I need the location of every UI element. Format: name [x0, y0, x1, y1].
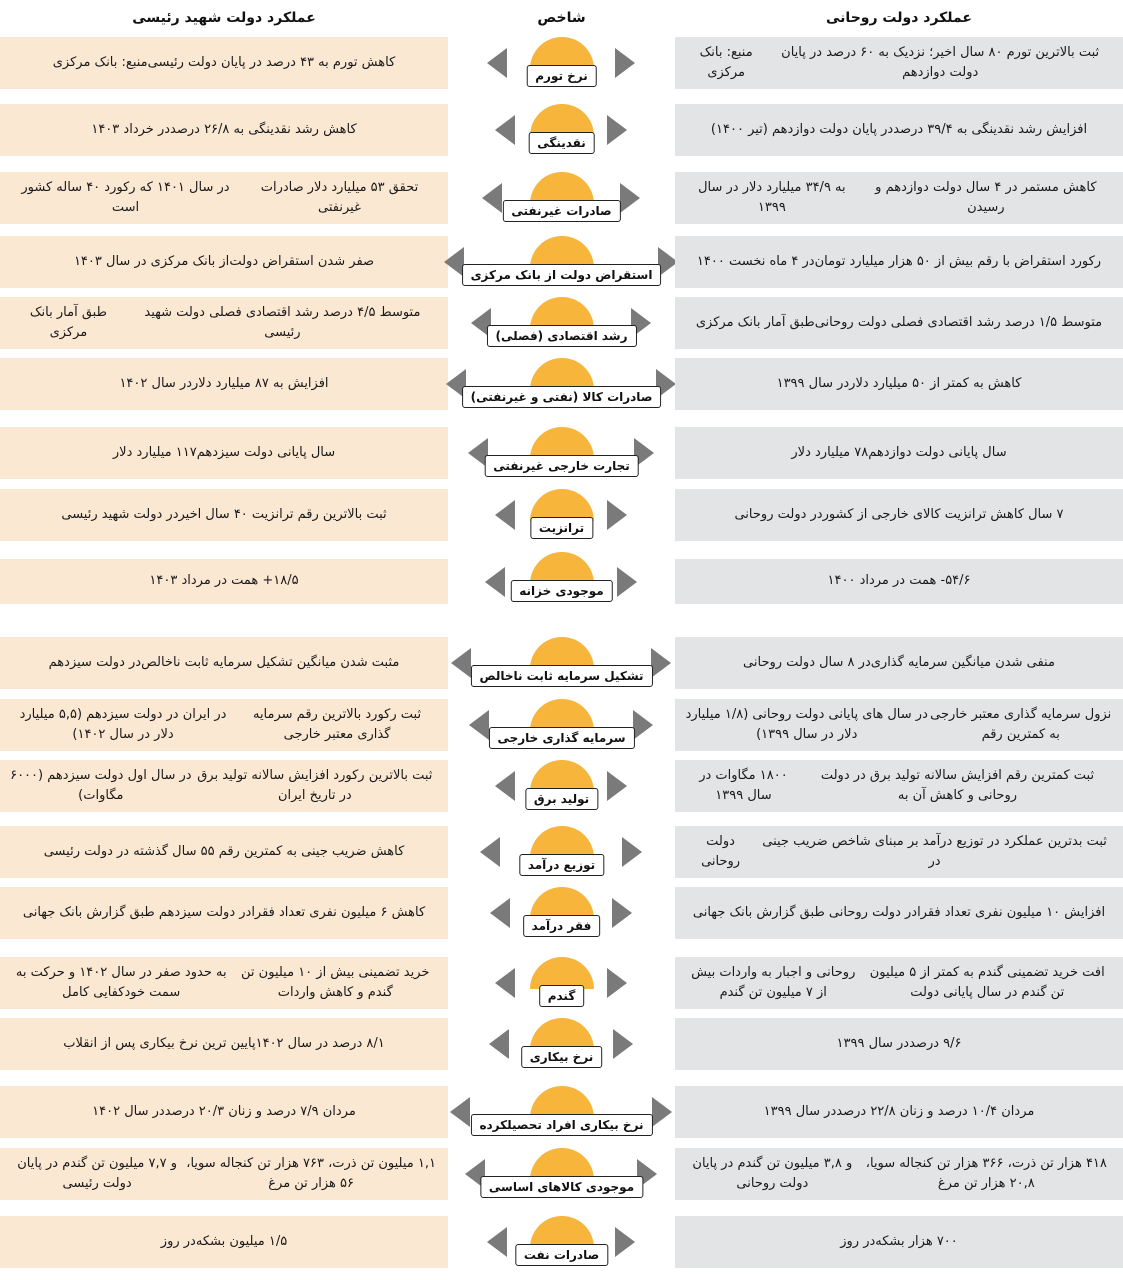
- arrow-left-icon: [495, 771, 515, 801]
- table-row: [0, 699, 1123, 751]
- index-cell: [448, 1148, 675, 1200]
- rouhani-cell: [675, 559, 1123, 604]
- rouhani-text: در سال ۱۳۹۹: [776, 375, 850, 391]
- index-label: ترانزیت: [530, 517, 593, 539]
- raisi-text: در سال ۱۴۰۲: [92, 1103, 165, 1119]
- rouhani-text: ثبت بدترین عملکرد در توزیع درآمد بر مبنای شاخص ضریب جینی در: [762, 833, 1107, 869]
- rouhani-text: کاهش مستمر در ۴ سال دولت دوازدهم و رسیدن: [875, 179, 1097, 215]
- index-label: نرخ تورم: [526, 65, 597, 87]
- arrow-right-icon: [651, 648, 671, 678]
- table-row: [0, 637, 1123, 689]
- arrow-left-icon: [495, 500, 515, 530]
- raisi-cell: [0, 37, 448, 89]
- rouhani-text: ۷۰۰ هزار بشکه: [875, 1233, 958, 1249]
- raisi-text: در سال ۱۴۰۲: [119, 375, 193, 391]
- arrow-left-icon: [487, 48, 507, 78]
- index-cell: [448, 358, 675, 410]
- arrow-right-icon: [615, 1227, 635, 1257]
- raisi-text: ثبت بالاترین رقم ترانزیت ۴۰ سال اخیر: [178, 506, 387, 522]
- rouhani-cell: [675, 1216, 1123, 1268]
- index-cell: [448, 297, 675, 349]
- rouhani-text: افزایش رشد نقدینگی به ۳۹/۴ درصد: [893, 121, 1088, 137]
- arrow-right-icon: [607, 968, 627, 998]
- index-label: تشکیل سرمایه ثابت ناخالص: [470, 665, 652, 687]
- rouhani-text: متوسط ۱/۵ درصد رشد اقتصادی فصلی دولت روحانی: [814, 314, 1103, 330]
- table-row: [0, 1086, 1123, 1138]
- table-row: [0, 1018, 1123, 1070]
- rouhani-cell: [675, 957, 1123, 1009]
- index-label: صادرات غیرنفتی: [502, 200, 620, 222]
- index-cell: [448, 1086, 675, 1138]
- table-row: [0, 37, 1123, 89]
- raisi-text: در سال ۱۴۰۱ که رکورد ۴۰ ساله کشور است: [21, 179, 230, 215]
- arrow-right-icon: [652, 1097, 672, 1127]
- table-row: [0, 358, 1123, 410]
- rouhani-cell: [675, 760, 1123, 812]
- raisi-text: منبع: بانک مرکزی: [52, 54, 148, 70]
- raisi-cell: [0, 887, 448, 939]
- rouhani-text: در ۸ سال دولت روحانی: [743, 654, 871, 670]
- rouhani-cell: [675, 1018, 1123, 1070]
- index-cell: [448, 826, 675, 878]
- rouhani-text: روحانی و اجبار به واردات بیش از ۷ میلیون تن گندم: [691, 964, 856, 1000]
- table-row: [0, 104, 1123, 156]
- raisi-text: ۱۸/۵+ همت در مرداد ۱۴۰۳: [149, 573, 299, 589]
- arrow-left-icon: [495, 115, 515, 145]
- raisi-text: ثبت رکورد بالاترین رقم سرمایه گذاری معتبر خارجی: [252, 706, 422, 742]
- rouhani-text: به ۳۴/۹ میلیارد دلار در سال ۱۳۹۹: [698, 179, 846, 215]
- index-label: گندم: [539, 985, 585, 1007]
- arrow-right-icon: [613, 1029, 633, 1059]
- index-cell: [448, 957, 675, 1009]
- rouhani-cell: [675, 37, 1123, 89]
- rouhani-text: نزول سرمایه گذاری معتبر خارجی به کمترین رقم: [930, 706, 1112, 742]
- index-cell: [448, 104, 675, 156]
- table-row: [0, 172, 1123, 224]
- raisi-text: ۱/۵ میلیون بشکه: [195, 1233, 288, 1249]
- arrow-right-icon: [617, 567, 637, 597]
- index-cell: [448, 489, 675, 541]
- index-cell: [448, 887, 675, 939]
- rouhani-cell: [675, 297, 1123, 349]
- index-label: صادرات کالا (نفتی و غیرنفتی): [462, 386, 662, 408]
- rouhani-text: در روز: [840, 1233, 876, 1249]
- raisi-cell: [0, 699, 448, 751]
- rouhani-text: در سال ۱۳۹۹: [763, 1103, 837, 1119]
- raisi-text: مردان ۷/۹ درصد و زنان ۲۰/۳ درصد: [164, 1103, 356, 1119]
- table-row: [0, 1216, 1123, 1268]
- arrow-right-icon: [633, 710, 653, 740]
- rouhani-text: ثبت بالاترین تورم ۸۰ سال اخیر؛ نزدیک به ۶۰ درصد در پایان دولت دوازدهم: [781, 44, 1100, 80]
- raisi-cell: [0, 172, 448, 224]
- raisi-text: کاهش تورم به ۴۳ درصد در پایان دولت رئیسی: [147, 54, 396, 70]
- index-label: رشد اقتصادی (فصلی): [486, 325, 636, 347]
- index-label: تولید برق: [525, 788, 598, 810]
- raisi-text: سال پایانی دولت سیزدهم: [196, 444, 336, 460]
- raisi-text: مثبت شدن میانگین تشکیل سرمایه ثابت ناخالص: [141, 654, 400, 670]
- raisi-cell: [0, 297, 448, 349]
- raisi-text: از بانک مرکزی در سال ۱۴۰۳: [73, 253, 230, 269]
- raisi-cell: [0, 489, 448, 541]
- index-cell: [448, 559, 675, 604]
- rouhani-cell: [675, 236, 1123, 288]
- arrow-left-icon: [451, 648, 471, 678]
- raisi-cell: [0, 559, 448, 604]
- rouhani-text: دولت روحانی: [701, 833, 741, 869]
- raisi-text: در ایران در دولت سیزدهم (۵,۵ میلیارد دلار در سال ۱۴۰۲): [19, 706, 227, 742]
- table-row: [0, 559, 1123, 604]
- rouhani-cell: [675, 489, 1123, 541]
- arrow-left-icon: [490, 898, 510, 928]
- rouhani-text: منبع: بانک مرکزی: [699, 44, 753, 80]
- rouhani-text: سال پایانی دولت دوازدهم: [868, 444, 1007, 460]
- arrow-right-icon: [607, 771, 627, 801]
- raisi-cell: [0, 1216, 448, 1268]
- rouhani-cell: [675, 1148, 1123, 1200]
- table-row: [0, 760, 1123, 812]
- index-cell: [448, 1216, 675, 1268]
- rouhani-text: کاهش به کمتر از ۵۰ میلیارد دلار: [849, 375, 1022, 391]
- arrow-right-icon: [615, 48, 635, 78]
- raisi-text: کاهش رشد نقدینگی به ۲۶/۸ درصد: [170, 121, 357, 137]
- rouhani-text: مردان ۱۰/۴ درصد و زنان ۲۲/۸ درصد: [836, 1103, 1035, 1119]
- index-cell: [448, 236, 675, 288]
- index-cell: [448, 699, 675, 751]
- index-label: موجودی خزانه: [510, 580, 612, 602]
- index-label: سرمایه گذاری خارجی: [488, 727, 634, 749]
- arrow-left-icon: [485, 567, 505, 597]
- raisi-cell: [0, 1086, 448, 1138]
- rouhani-cell: [675, 1086, 1123, 1138]
- arrow-left-icon: [450, 1097, 470, 1127]
- header-rouhani: عملکرد دولت روحانی: [826, 10, 972, 26]
- arrow-right-icon: [612, 898, 632, 928]
- raisi-text: ثبت بالاترین رکورد افزایش سالانه تولید برق در تاریخ ایران: [197, 767, 433, 803]
- arrow-right-icon: [622, 837, 642, 867]
- rouhani-cell: [675, 637, 1123, 689]
- rouhani-text: ۴۱۸ هزار تن ذرت، ۳۶۶ هزار تن کنجاله سویا، ۲۰,۸ هزار تن مرغ: [865, 1155, 1107, 1191]
- rouhani-cell: [675, 427, 1123, 479]
- rouhani-cell: [675, 104, 1123, 156]
- raisi-text: در دولت سیزدهم: [48, 654, 142, 670]
- raisi-text: افزایش به ۸۷ میلیارد دلار: [192, 375, 329, 391]
- arrow-left-icon: [487, 1227, 507, 1257]
- rouhani-text: رکورد استقراض با رقم بیش از ۵۰ هزار میلیارد تومان: [814, 253, 1102, 269]
- arrow-right-icon: [607, 115, 627, 145]
- index-label: استقراض دولت از بانک مرکزی: [462, 264, 662, 286]
- index-cell: [448, 427, 675, 479]
- arrow-right-icon: [607, 500, 627, 530]
- raisi-text: در دولت سیزدهم طبق گزارش بانک جهانی: [22, 904, 252, 920]
- table-row: [0, 297, 1123, 349]
- rouhani-text: ۹/۶ درصد: [909, 1035, 962, 1051]
- raisi-text: در روز: [160, 1233, 196, 1249]
- rouhani-text: ۱۸۰۰ مگاوات در سال ۱۳۹۹: [699, 767, 788, 803]
- rouhani-text: در دولت روحانی: [734, 506, 823, 522]
- table-row: [0, 887, 1123, 939]
- raisi-cell: [0, 637, 448, 689]
- rouhani-cell: [675, 172, 1123, 224]
- raisi-text: ۸/۱ درصد در سال ۱۴۰۲: [255, 1035, 385, 1051]
- header-index: شاخص: [537, 10, 586, 26]
- table-row: [0, 236, 1123, 288]
- index-label: تجارت خارجی غیرنفتی: [484, 455, 639, 477]
- rouhani-cell: [675, 826, 1123, 878]
- rouhani-text: ۷ سال کاهش ترانزیت کالای خارجی از کشور: [822, 506, 1064, 522]
- raisi-text: صفر شدن استقراض دولت: [229, 253, 375, 269]
- raisi-text: پایین ترین نرخ بیکاری پس از انقلاب: [63, 1035, 256, 1051]
- index-cell: [448, 37, 675, 89]
- raisi-cell: [0, 1018, 448, 1070]
- raisi-text: متوسط ۴/۵ درصد رشد اقتصادی فصلی دولت شهید رئیسی: [144, 304, 421, 340]
- rouhani-text: ثبت کمترین رقم افزایش سالانه تولید برق در دولت روحانی و کاهش آن به: [820, 767, 1095, 803]
- table-row: [0, 489, 1123, 541]
- arrow-left-icon: [482, 183, 502, 213]
- rouhani-text: افزایش ۱۰ میلیون نفری تعداد فقرا: [917, 904, 1106, 920]
- table-row: [0, 826, 1123, 878]
- index-cell: [448, 1018, 675, 1070]
- raisi-text: در خرداد ۱۴۰۳: [91, 121, 171, 137]
- table-row: [0, 427, 1123, 479]
- raisi-cell: [0, 104, 448, 156]
- table-row: [0, 1148, 1123, 1200]
- rouhani-text: افت خرید تضمینی گندم به کمتر از ۵ میلیون تن گندم در سال پایانی دولت: [869, 964, 1105, 1000]
- rouhani-text: ۷۸ میلیارد دلار: [791, 444, 869, 460]
- raisi-text: در سال اول دولت سیزدهم (۶۰۰۰ مگاوات): [10, 767, 192, 803]
- index-label: توزیع درآمد: [519, 854, 604, 876]
- index-label: نرخ بیکاری افراد تحصیلکرده: [470, 1114, 652, 1136]
- index-label: نقدینگی: [528, 132, 595, 154]
- raisi-cell: [0, 427, 448, 479]
- index-cell: [448, 172, 675, 224]
- index-cell: [448, 760, 675, 812]
- raisi-text: طبق آمار بانک مرکزی: [29, 304, 107, 340]
- raisi-text: به حدود صفر در سال ۱۴۰۲ و حرکت به سمت خودکفایی کامل: [15, 964, 227, 1000]
- raisi-text: ۱۱۷ میلیارد دلار: [112, 444, 197, 460]
- raisi-cell: [0, 760, 448, 812]
- raisi-text: و ۷,۷ میلیون تن گندم در پایان دولت رئیسی: [17, 1155, 178, 1191]
- raisi-cell: [0, 236, 448, 288]
- arrow-left-icon: [480, 837, 500, 867]
- rouhani-cell: [675, 887, 1123, 939]
- index-cell: [448, 637, 675, 689]
- raisi-text: ۱,۱ میلیون تن ذرت، ۷۶۳ هزار تن کنجاله سویا، ۵۶ هزار تن مرغ: [186, 1155, 436, 1191]
- index-label: فقر درآمد: [523, 915, 601, 937]
- raisi-text: کاهش ضریب جینی به کمترین رقم ۵۵ سال گذشته در دولت رئیسی: [43, 843, 405, 859]
- raisi-text: خرید تضمینی بیش از ۱۰ میلیون تن گندم و کاهش واردات: [241, 964, 430, 1000]
- index-label: موجودی کالاهای اساسی: [480, 1176, 643, 1198]
- arrow-left-icon: [495, 968, 515, 998]
- arrow-left-icon: [469, 710, 489, 740]
- rouhani-cell: [675, 699, 1123, 751]
- rouhani-text: در سال ۱۳۹۹: [836, 1035, 910, 1051]
- rouhani-text: ۵۴/۶- همت در مرداد ۱۴۰۰: [827, 573, 971, 589]
- rouhani-text: در دولت روحانی طبق گزارش بانک جهانی: [692, 904, 918, 920]
- rouhani-text: در ۴ ماه نخست ۱۴۰۰: [696, 253, 815, 269]
- raisi-text: تحقق ۵۳ میلیارد دلار صادرات غیرنفتی: [260, 179, 419, 215]
- table-row: [0, 957, 1123, 1009]
- arrow-right-icon: [620, 183, 640, 213]
- rouhani-text: و ۳,۸ میلیون تن گندم در پایان دولت روحانی: [692, 1155, 853, 1191]
- header-raisi: عملکرد دولت شهید رئیسی: [132, 10, 316, 26]
- raisi-cell: [0, 358, 448, 410]
- raisi-cell: [0, 1148, 448, 1200]
- rouhani-text: در پایان دولت دوازدهم (تیر ۱۴۰۰): [710, 121, 894, 137]
- arrow-left-icon: [489, 1029, 509, 1059]
- rouhani-cell: [675, 358, 1123, 410]
- rouhani-text: در سال های پایانی دولت روحانی (۱/۸ میلیارد دلار در سال ۱۳۹۹): [685, 706, 928, 742]
- index-label: صادرات نفت: [515, 1244, 608, 1266]
- raisi-cell: [0, 957, 448, 1009]
- rouhani-text: طبق آمار بانک مرکزی: [695, 314, 815, 330]
- index-label: نرخ بیکاری: [521, 1046, 603, 1068]
- raisi-text: کاهش ۶ میلیون نفری تعداد فقرا: [251, 904, 426, 920]
- raisi-text: در دولت شهید رئیسی: [61, 506, 179, 522]
- rouhani-text: منفی شدن میانگین سرمایه گذاری: [870, 654, 1055, 670]
- raisi-cell: [0, 826, 448, 878]
